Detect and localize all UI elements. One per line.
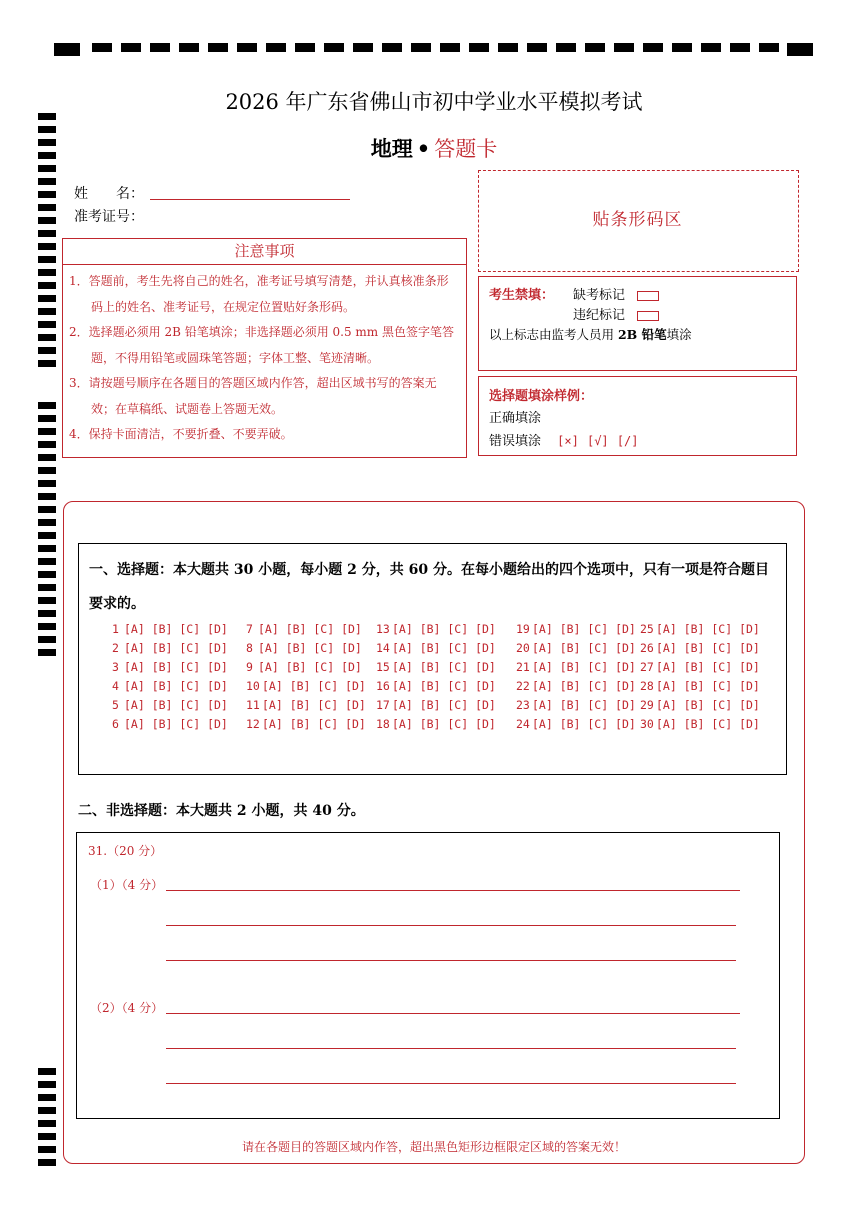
answer-options[interactable]: [A] [B] [C] [D]: [392, 660, 496, 674]
timing-mark: [54, 43, 80, 56]
question-number: 24: [516, 717, 530, 731]
timing-mark: [353, 43, 373, 52]
timing-mark: [498, 43, 518, 52]
answer-options[interactable]: [A] [B] [C] [D]: [392, 641, 496, 655]
answer-options[interactable]: [A] [B] [C] [D]: [532, 717, 636, 731]
answer-options[interactable]: [A] [B] [C] [D]: [656, 717, 760, 731]
timing-mark: [38, 334, 56, 341]
choice-question-29[interactable]: [640, 698, 760, 712]
name-label: 姓 名：: [74, 186, 144, 202]
question-number: 23: [516, 698, 530, 712]
answer-options[interactable]: [A] [B] [C] [D]: [532, 660, 636, 674]
timing-mark: [38, 204, 56, 211]
timing-mark: [759, 43, 779, 52]
question-number: 27: [640, 660, 654, 674]
timing-mark: [787, 43, 813, 56]
q31-answer-box[interactable]: [76, 832, 780, 1119]
timing-mark: [38, 308, 56, 315]
timing-mark: [38, 1094, 56, 1101]
answer-options[interactable]: [A] [B] [C] [D]: [124, 641, 228, 655]
wrong-fill-label: 错误填涂: [489, 434, 542, 449]
choice-question-27[interactable]: [640, 660, 760, 674]
separator-dot: •: [416, 136, 431, 161]
timing-mark: [38, 1081, 56, 1088]
answer-line[interactable]: [166, 925, 736, 926]
timing-mark: [121, 43, 141, 52]
answer-options[interactable]: [A] [B] [C] [D]: [258, 622, 362, 636]
question-number: 11: [246, 698, 260, 712]
q31-part1-label: （1）（4 分）: [90, 878, 164, 892]
timing-mark: [585, 43, 605, 52]
exam-title: 2026 年广东省佛山市初中学业水平模拟考试: [225, 90, 643, 114]
absent-mark-box[interactable]: [637, 291, 659, 301]
choice-question-6[interactable]: [112, 717, 228, 731]
question-number: 5: [112, 698, 119, 712]
forbidden-note-prefix: 以上标志由监考人员用: [489, 327, 618, 342]
notice-title: 注意事项: [62, 238, 467, 265]
timing-mark: [38, 1068, 56, 1075]
answer-options[interactable]: [A] [B] [C] [D]: [656, 679, 760, 693]
choice-question-10[interactable]: [246, 679, 366, 693]
question-number: 29: [640, 698, 654, 712]
choice-question-1[interactable]: [112, 622, 228, 636]
question-number: 3: [112, 660, 119, 674]
timing-mark: [38, 480, 56, 487]
timing-mark: [92, 43, 112, 52]
timing-mark: [38, 347, 56, 354]
wrong-mark: [×]: [557, 434, 579, 448]
question-number: 28: [640, 679, 654, 693]
question-number: 1: [112, 622, 119, 636]
question-number: 8: [246, 641, 253, 655]
answer-options[interactable]: [A] [B] [C] [D]: [656, 622, 760, 636]
wrong-fill-row: [489, 430, 639, 449]
choice-question-5[interactable]: [112, 698, 228, 712]
answer-options[interactable]: [A] [B] [C] [D]: [656, 660, 760, 674]
timing-mark: [38, 506, 56, 513]
timing-mark: [382, 43, 402, 52]
timing-mark: [38, 558, 56, 565]
timing-mark: [150, 43, 170, 52]
timing-mark: [38, 519, 56, 526]
timing-mark: [324, 43, 344, 52]
timing-mark: [38, 243, 56, 250]
timing-mark: [469, 43, 489, 52]
answer-options[interactable]: [A] [B] [C] [D]: [124, 660, 228, 674]
timing-mark: [38, 217, 56, 224]
timing-mark: [38, 545, 56, 552]
wrong-mark: [√]: [586, 434, 609, 448]
timing-mark: [295, 43, 315, 52]
footer-warning: 请在各题目的答题区域内作答，超出黑色矩形边框限定区域的答案无效！: [241, 1140, 626, 1154]
subject-name: 地理: [370, 136, 413, 161]
timing-mark: [38, 584, 56, 591]
timing-mark: [38, 493, 56, 500]
absent-label: 缺考标记: [573, 288, 626, 303]
timing-mark: [556, 43, 576, 52]
answer-options[interactable]: [A] [B] [C] [D]: [532, 641, 636, 655]
choice-question-26[interactable]: [640, 641, 760, 655]
timing-mark: [38, 467, 56, 474]
answer-options[interactable]: [A] [B] [C] [D]: [124, 698, 228, 712]
question-number: 14: [376, 641, 390, 655]
timing-mark: [643, 43, 663, 52]
forbidden-note-suffix: 填涂: [666, 327, 692, 342]
choice-question-15[interactable]: [376, 660, 496, 674]
barcode-label: 贴条形码区: [592, 210, 683, 230]
choice-question-3[interactable]: [112, 660, 228, 674]
choice-question-22[interactable]: [516, 679, 636, 693]
answer-options[interactable]: [A] [B] [C] [D]: [532, 622, 636, 636]
card-subtitle: [0, 133, 868, 163]
choice-question-28[interactable]: [640, 679, 760, 693]
timing-mark: [38, 532, 56, 539]
non-choice-heading: 二、非选择题：本大题共 2 小题，共 40 分。: [78, 803, 365, 819]
answer-line[interactable]: [166, 1013, 740, 1014]
notice-item: 4．保持卡面清洁，不要折叠、不要弄破。: [69, 427, 293, 441]
question-number: 16: [376, 679, 390, 693]
answer-options[interactable]: [A] [B] [C] [D]: [532, 679, 636, 693]
forbidden-note-bold: 2B 铅笔: [617, 327, 667, 342]
question-number: 9: [246, 660, 253, 674]
answer-line[interactable]: [166, 960, 736, 961]
choice-question-8[interactable]: [246, 641, 362, 655]
notice-item: 2．选择题必须用 2B 铅笔填涂；非选择题必须用 0.5 mm 黑色签字笔答题，不得用铅笔或圆珠笔答题；字体工整、笔迹清晰。: [69, 325, 455, 365]
question-number: 2: [112, 641, 119, 655]
notice-list: [62, 264, 467, 458]
q31-part2-label: （2）（4 分）: [90, 1001, 164, 1015]
choice-question-19[interactable]: [516, 622, 636, 636]
timing-mark: [38, 571, 56, 578]
timing-mark: [38, 1120, 56, 1127]
timing-mark: [38, 597, 56, 604]
timing-mark: [38, 1159, 56, 1166]
violation-label: 违纪标记: [573, 308, 626, 323]
forbidden-label: 考生禁填：: [489, 288, 555, 303]
choice-question-16[interactable]: [376, 679, 496, 693]
choice-question-20[interactable]: [516, 641, 636, 655]
timing-mark: [38, 454, 56, 461]
timing-mark: [38, 636, 56, 643]
timing-mark: [614, 43, 634, 52]
timing-mark: [672, 43, 692, 52]
timing-mark: [237, 43, 257, 52]
choice-question-4[interactable]: [112, 679, 228, 693]
answer-options[interactable]: [A] [B] [C] [D]: [392, 679, 496, 693]
timing-mark: [38, 191, 56, 198]
timing-mark: [38, 441, 56, 448]
question-number: 25: [640, 622, 654, 636]
answer-options[interactable]: [A] [B] [C] [D]: [262, 717, 366, 731]
answer-line[interactable]: [166, 890, 740, 891]
question-number: 13: [376, 622, 390, 636]
timing-mark: [208, 43, 228, 52]
choice-question-30[interactable]: [640, 717, 760, 731]
answer-options[interactable]: [A] [B] [C] [D]: [392, 622, 496, 636]
q31-label: 31.（20 分）: [88, 844, 163, 858]
absent-mark-row: [573, 284, 659, 303]
choice-question-12[interactable]: [246, 717, 366, 731]
timing-mark: [38, 649, 56, 656]
timing-mark: [38, 230, 56, 237]
timing-mark: [38, 269, 56, 276]
question-number: 21: [516, 660, 530, 674]
answer-line[interactable]: [166, 1048, 736, 1049]
answer-options[interactable]: [A] [B] [C] [D]: [532, 698, 636, 712]
answer-options[interactable]: [A] [B] [C] [D]: [392, 717, 496, 731]
question-number: 12: [246, 717, 260, 731]
notice-item: 1．答题前，考生先将自己的姓名，准考证号填写清楚，并认真核准条形码上的姓名、准考证号，在规定位置贴好条形码。: [69, 274, 449, 314]
timing-mark: [38, 623, 56, 630]
timing-mark: [38, 282, 56, 289]
choice-question-21[interactable]: [516, 660, 636, 674]
question-number: 19: [516, 622, 530, 636]
question-number: 30: [640, 717, 654, 731]
choice-question-17[interactable]: [376, 698, 496, 712]
answer-options[interactable]: [A] [B] [C] [D]: [656, 698, 760, 712]
answer-options[interactable]: [A] [B] [C] [D]: [656, 641, 760, 655]
choice-question-7[interactable]: [246, 622, 362, 636]
timing-mark: [266, 43, 286, 52]
wrong-mark: [/]: [616, 434, 639, 448]
choice-section-heading: 一、选择题：本大题共 30 小题，每小题 2 分，共 60 分。在每小题给出的四个选项中，只有一项是符合题目要求的。: [89, 562, 769, 612]
name-input-line[interactable]: [150, 199, 350, 200]
timing-mark: [38, 402, 56, 409]
timing-mark: [38, 1107, 56, 1114]
timing-mark: [701, 43, 721, 52]
violation-mark-box[interactable]: [637, 311, 659, 321]
timing-mark: [38, 415, 56, 422]
violation-mark-row: [573, 304, 659, 323]
question-number: 7: [246, 622, 253, 636]
timing-mark: [179, 43, 199, 52]
timing-mark: [38, 360, 56, 367]
timing-mark: [411, 43, 431, 52]
timing-mark: [38, 295, 56, 302]
question-number: 4: [112, 679, 119, 693]
choice-question-2[interactable]: [112, 641, 228, 655]
timing-mark: [38, 165, 56, 172]
timing-mark: [38, 610, 56, 617]
question-number: 15: [376, 660, 390, 674]
choice-question-18[interactable]: [376, 717, 496, 731]
answer-options[interactable]: [A] [B] [C] [D]: [124, 622, 228, 636]
answer-options[interactable]: [A] [B] [C] [D]: [258, 641, 362, 655]
question-number: 6: [112, 717, 119, 731]
exam-number-label: 准考证号：: [74, 209, 144, 225]
notice-item: 3．请按题号顺序在各题目的答题区域内作答，超出区域书写的答案无效；在草稿纸、试题卷上答题无效。: [69, 376, 437, 416]
answer-options[interactable]: [A] [B] [C] [D]: [392, 698, 496, 712]
answer-options[interactable]: [A] [B] [C] [D]: [262, 679, 366, 693]
timing-mark: [527, 43, 547, 52]
forbidden-note: [489, 325, 692, 343]
choice-question-24[interactable]: [516, 717, 636, 731]
choice-question-23[interactable]: [516, 698, 636, 712]
timing-mark: [38, 256, 56, 263]
correct-fill-label: 正确填涂: [489, 411, 542, 426]
answer-options[interactable]: [A] [B] [C] [D]: [124, 717, 228, 731]
answer-options[interactable]: [A] [B] [C] [D]: [124, 679, 228, 693]
answer-line[interactable]: [166, 1083, 736, 1084]
timing-mark: [38, 321, 56, 328]
question-number: 10: [246, 679, 260, 693]
timing-mark: [38, 126, 56, 133]
choice-question-14[interactable]: [376, 641, 496, 655]
choice-question-13[interactable]: [376, 622, 496, 636]
card-type: 答题卡: [434, 137, 498, 161]
choice-question-25[interactable]: [640, 622, 760, 636]
question-number: 20: [516, 641, 530, 655]
question-number: 18: [376, 717, 390, 731]
timing-mark: [38, 428, 56, 435]
timing-mark: [38, 178, 56, 185]
answer-options[interactable]: [A] [B] [C] [D]: [262, 698, 366, 712]
sample-title: 选择题填涂样例：: [489, 389, 594, 404]
timing-mark: [730, 43, 750, 52]
question-number: 22: [516, 679, 530, 693]
choice-question-11[interactable]: [246, 698, 366, 712]
question-number: 17: [376, 698, 390, 712]
question-number: 26: [640, 641, 654, 655]
answer-options[interactable]: [A] [B] [C] [D]: [258, 660, 362, 674]
choice-question-9[interactable]: [246, 660, 362, 674]
timing-mark: [440, 43, 460, 52]
